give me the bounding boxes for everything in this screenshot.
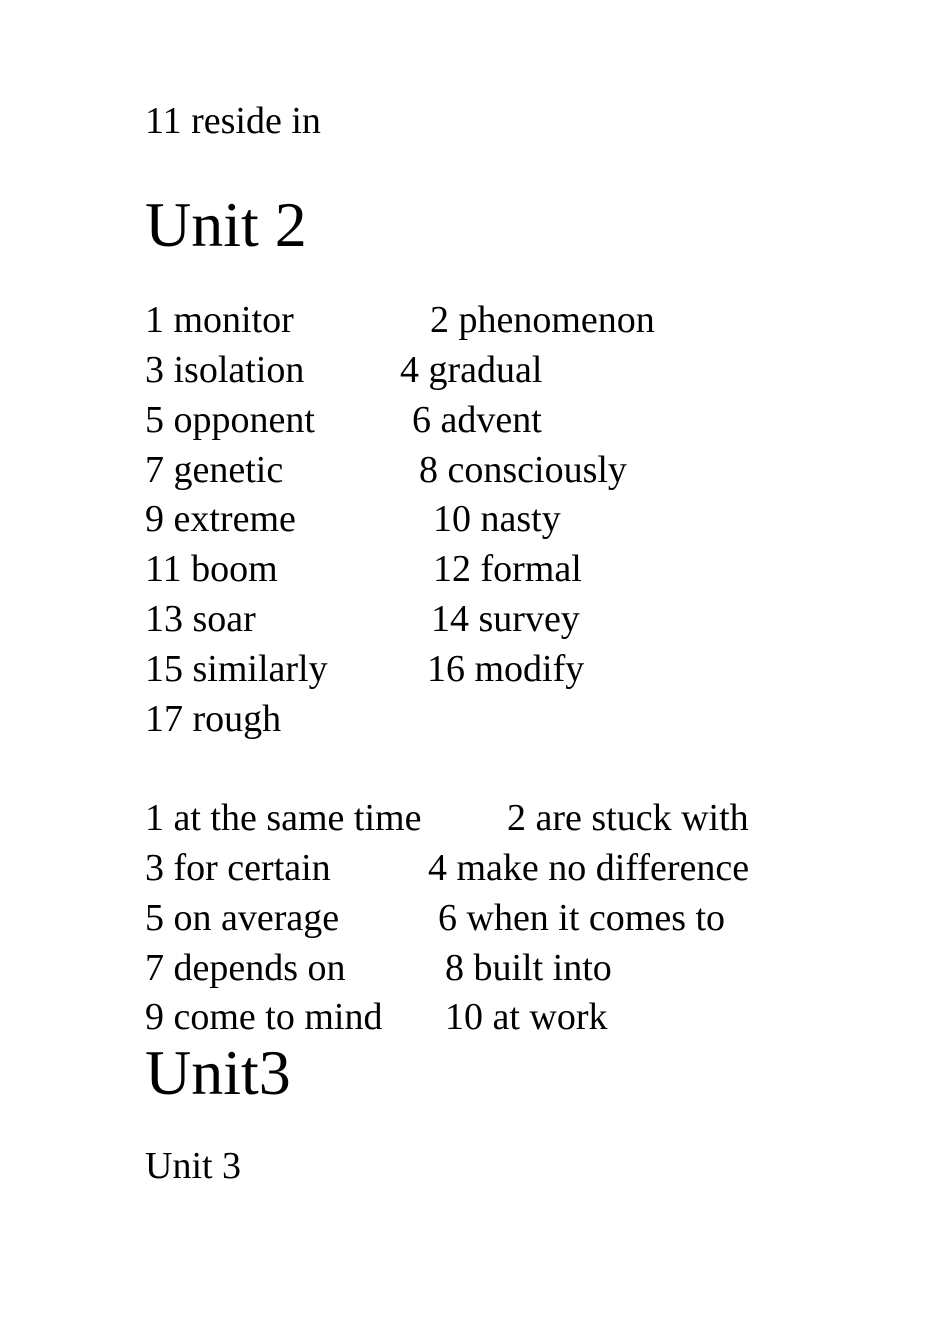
phrase-item: 8 built into <box>445 947 612 989</box>
vocab-item: 4 gradual <box>400 349 543 391</box>
vocab-item: 2 phenomenon <box>430 299 655 341</box>
phrase-item: 1 at the same time <box>145 797 422 839</box>
phrase-item: 6 when it comes to <box>438 897 726 939</box>
vocab-item: 12 formal <box>433 548 582 590</box>
unit3-subheading: Unit 3 <box>145 1145 242 1187</box>
vocab-item: 10 nasty <box>433 498 561 540</box>
phrase-item: 4 make no difference <box>428 847 750 889</box>
vocab-item: 15 similarly <box>145 648 328 690</box>
vocab-item: 11 boom <box>145 548 278 590</box>
unit2-heading: Unit 2 <box>145 189 307 260</box>
unit3-heading: Unit3 <box>145 1037 291 1108</box>
vocab-item: 3 isolation <box>145 349 305 391</box>
vocab-item: 16 modify <box>427 648 585 690</box>
phrase-item: 7 depends on <box>145 947 346 989</box>
vocab-item: 9 extreme <box>145 498 296 540</box>
phrase-item: 5 on average <box>145 897 340 939</box>
vocab-item: 17 rough <box>145 698 282 740</box>
intro-line: 11 reside in <box>145 100 321 142</box>
vocab-item: 13 soar <box>145 598 256 640</box>
phrase-item: 2 are stuck with <box>507 797 749 839</box>
vocab-item: 14 survey <box>431 598 580 640</box>
vocab-item: 6 advent <box>412 399 542 441</box>
vocab-item: 1 monitor <box>145 299 294 341</box>
phrase-item: 10 at work <box>445 996 608 1038</box>
vocab-item: 8 consciously <box>419 449 627 491</box>
vocab-item: 7 genetic <box>145 449 284 491</box>
vocab-item: 5 opponent <box>145 399 315 441</box>
phrase-item: 3 for certain <box>145 847 331 889</box>
phrase-item: 9 come to mind <box>145 996 383 1038</box>
